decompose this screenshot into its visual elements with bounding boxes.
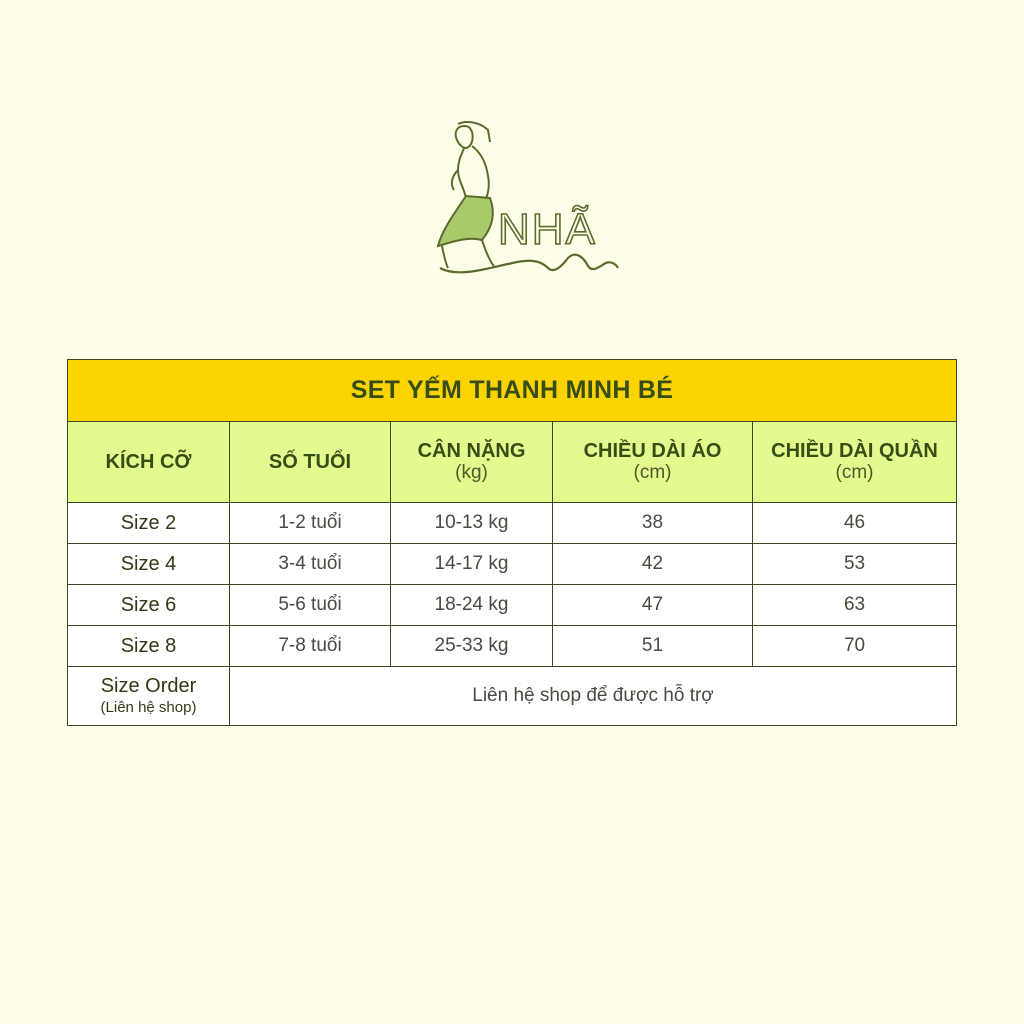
header-size: KÍCH CỠ: [68, 422, 230, 503]
cell-size: Size 2: [68, 503, 230, 544]
cell-age: 1-2 tuổi: [230, 503, 391, 544]
cell-pants-length: 70: [753, 626, 957, 667]
brand-logo: [428, 118, 624, 278]
woman-silhouette-logo-icon: [428, 118, 624, 278]
header-shirt-unit: (cm): [633, 462, 672, 483]
table-title-row: [68, 360, 957, 422]
cell-size: Size 6: [68, 585, 230, 626]
cell-size-order: [68, 667, 230, 726]
cell-shirt-length: 47: [553, 585, 753, 626]
cell-shirt-length: 51: [553, 626, 753, 667]
cell-age: 3-4 tuổi: [230, 544, 391, 585]
cell-pants-length: 46: [753, 503, 957, 544]
cell-age: 5-6 tuổi: [230, 585, 391, 626]
cell-weight: 10-13 kg: [391, 503, 553, 544]
svg-text:NHÃ: NHÃ: [498, 205, 597, 254]
table-title: SET YẾM THANH MINH BÉ: [68, 360, 957, 422]
header-age: SỐ TUỔI: [230, 422, 391, 503]
cell-size: Size 4: [68, 544, 230, 585]
table-row: [68, 544, 957, 585]
cell-weight: 14-17 kg: [391, 544, 553, 585]
table-row: [68, 626, 957, 667]
header-pants-unit: (cm): [835, 462, 874, 483]
table-row: [68, 585, 957, 626]
cell-weight: 18-24 kg: [391, 585, 553, 626]
header-pants-length: CHIỀU DÀI QUẦN (cm): [753, 422, 957, 503]
cell-shirt-length: 42: [553, 544, 753, 585]
size-chart-table: [67, 359, 957, 726]
header-weight-unit: (kg): [455, 462, 488, 483]
header-shirt-length: CHIỀU DÀI ÁO (cm): [553, 422, 753, 503]
cell-shirt-length: 38: [553, 503, 753, 544]
cell-pants-length: 53: [753, 544, 957, 585]
cell-size: Size 8: [68, 626, 230, 667]
table-row: [68, 503, 957, 544]
header-weight: CÂN NẶNG (kg): [391, 422, 553, 503]
order-label: Size Order: [100, 675, 197, 697]
cell-weight: 25-33 kg: [391, 626, 553, 667]
table-row-order: [68, 667, 957, 726]
order-note: Liên hệ shop để được hỗ trợ: [230, 667, 957, 726]
cell-pants-length: 63: [753, 585, 957, 626]
cell-age: 7-8 tuổi: [230, 626, 391, 667]
table-header-row: [68, 422, 957, 503]
order-sublabel: (Liên hệ shop): [100, 699, 197, 716]
